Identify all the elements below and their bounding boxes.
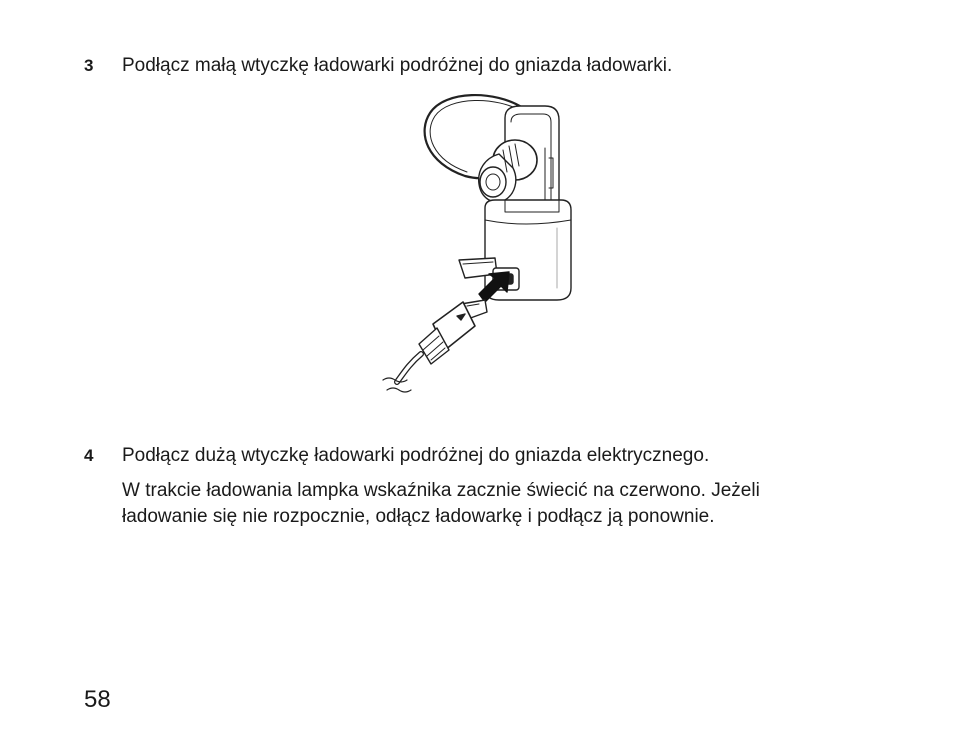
note-line-2: ładowanie się nie rozpocznie, odłącz ładowarkę i podłącz ją ponownie. — [122, 506, 715, 527]
page-number: 58 — [84, 686, 111, 713]
step-number: 4 — [84, 446, 94, 465]
step-text: Podłącz małą wtyczkę ładowarki podróżnej do gniazda ładowarki. — [122, 55, 673, 76]
headset-charging-illustration — [375, 88, 605, 400]
step-number: 3 — [84, 56, 94, 75]
step-text: Podłącz dużą wtyczkę ładowarki podróżnej do gniazda elektrycznego. — [122, 445, 710, 466]
note-line-1: W trakcie ładowania lampka wskaźnika zacznie świecić na czerwono. Jeżeli — [122, 480, 760, 501]
